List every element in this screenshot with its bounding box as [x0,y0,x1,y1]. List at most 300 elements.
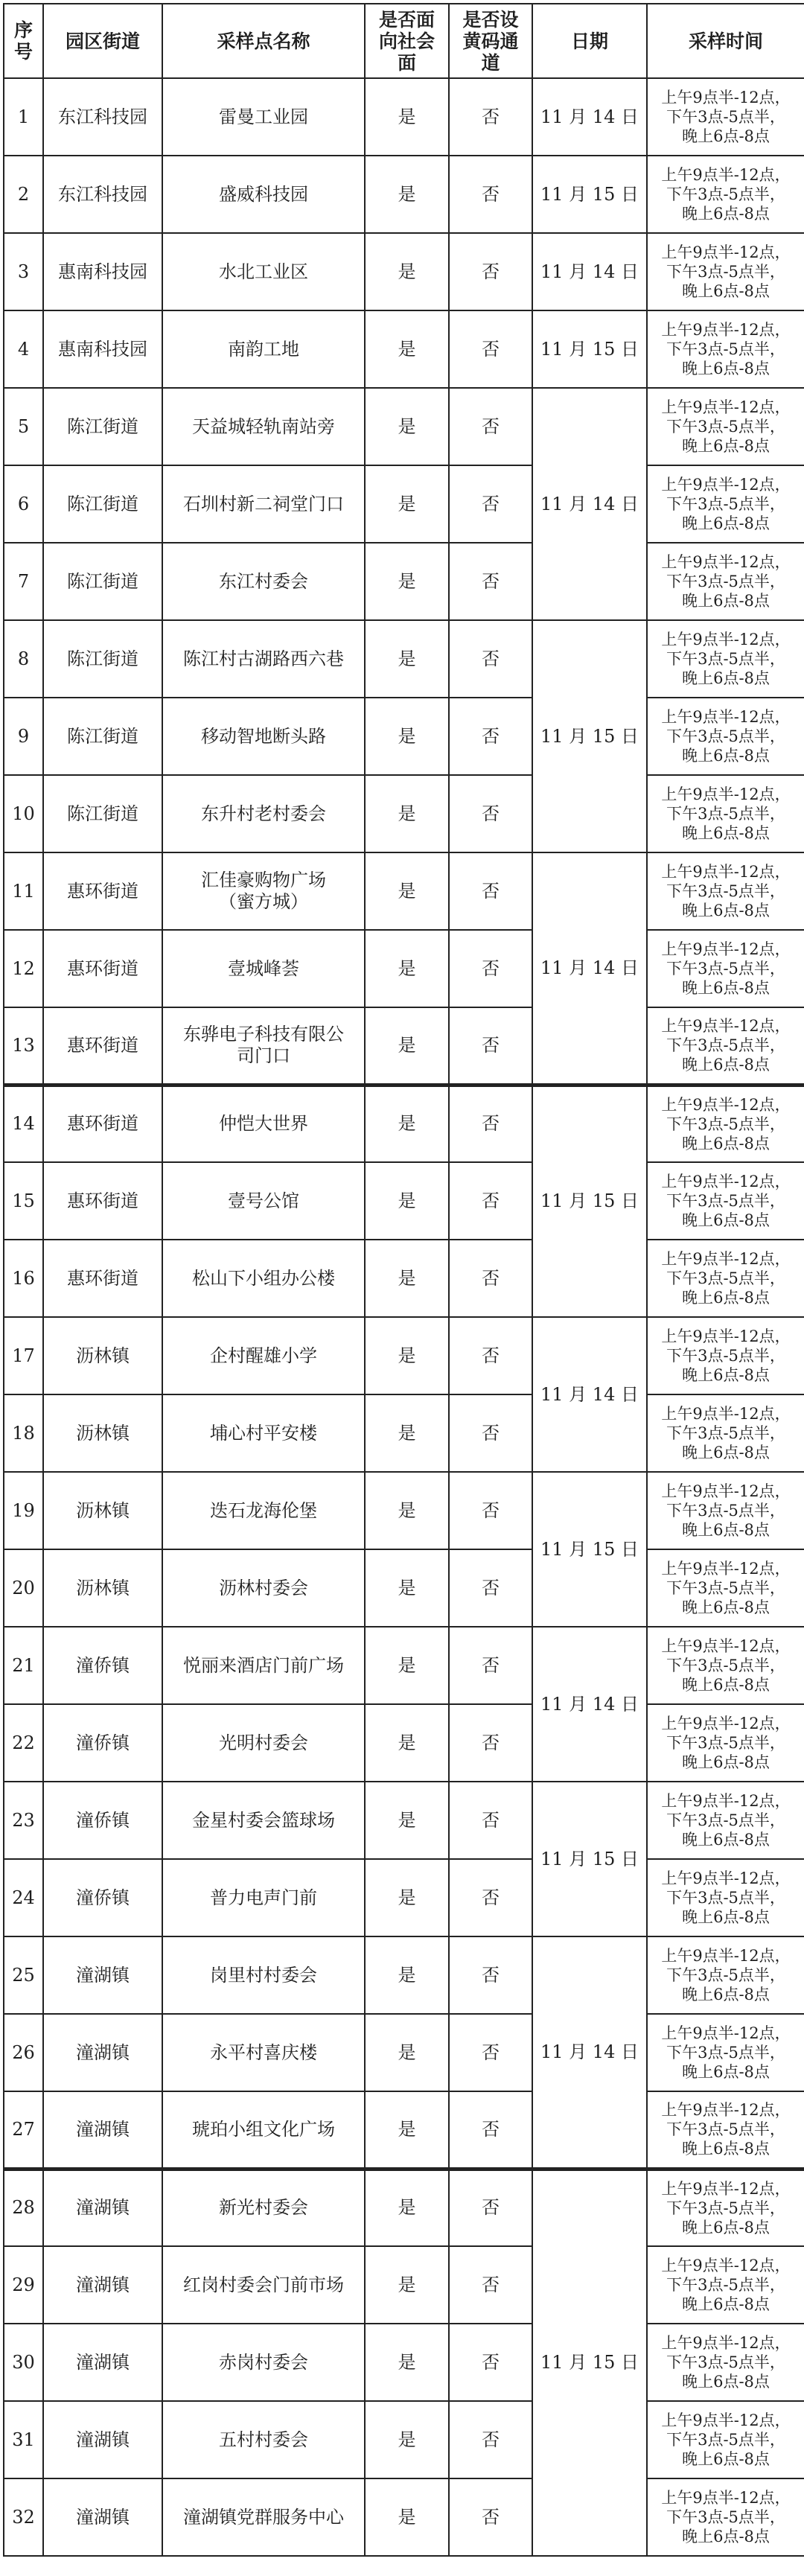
row-sampling-time [647,1162,804,1240]
sampling-time-line: 晚上6点-8点 [682,1366,770,1384]
row-sampling-time [647,775,804,852]
header-index: 序 号 [4,4,43,78]
row-open-to-public: 是 [365,1936,449,2014]
sampling-time-line: 晚上6点-8点 [682,360,770,377]
row-yellow-code-lane: 否 [449,1007,532,1085]
sampling-time-line: 下午3点-5点半， [666,1192,785,1210]
site-name-line: 岗里村村委会 [210,1964,317,1986]
site-name-line: 金星村委会篮球场 [192,1809,335,1831]
row-open-to-public: 是 [365,2014,449,2091]
site-name-line: （蜜方城） [219,891,308,912]
row-sampling-time [647,2014,804,2091]
row-open-to-public: 是 [365,543,449,620]
row-district: 惠环街道 [43,1085,162,1162]
sampling-time-line: 下午3点-5点半， [666,418,785,436]
row-sampling-time [647,388,804,465]
header-sampling-time: 采样时间 [647,4,804,78]
row-site-name [162,2478,365,2556]
row-site-name [162,2091,365,2169]
row-yellow-code-lane: 否 [449,930,532,1007]
row-yellow-code-lane: 否 [449,698,532,775]
sampling-time-line: 上午9点半-12点， [661,1560,791,1578]
row-site-name [162,2324,365,2401]
sampling-time-line: 下午3点-5点半， [666,1347,785,1365]
row-site-name [162,2401,365,2478]
row-date: 11 月 14 日 [532,78,647,156]
row-index: 20 [4,1549,43,1627]
row-district: 潼侨镇 [43,1782,162,1859]
row-open-to-public: 是 [365,1394,449,1472]
table-row [4,620,804,698]
sampling-time-line: 下午3点-5点半， [666,573,785,590]
sampling-time-line: 上午9点半-12点， [661,1637,791,1655]
row-site-name [162,310,365,388]
site-name-line: 潼湖镇党群服务中心 [183,2506,344,2528]
site-name-line: 东骅电子科技有限公 [183,1024,344,1045]
site-name-line: 移动智地断头路 [201,725,326,747]
row-district: 陈江街道 [43,543,162,620]
sampling-time-line: 晚上6点-8点 [682,902,770,919]
sampling-time-line: 下午3点-5点半， [666,1811,785,1829]
table-row [4,1472,804,1549]
table-row [4,465,804,543]
row-yellow-code-lane: 否 [449,852,532,930]
sampling-time-line: 上午9点半-12点， [661,1173,791,1190]
row-index: 2 [4,156,43,233]
row-yellow-code-lane: 否 [449,2401,532,2478]
row-yellow-code-lane: 否 [449,2324,532,2401]
row-site-name [162,1936,365,2014]
row-index: 17 [4,1317,43,1394]
row-index: 19 [4,1472,43,1549]
row-open-to-public: 是 [365,775,449,852]
table-row [4,2014,804,2091]
row-yellow-code-lane: 否 [449,1472,532,1549]
row-index: 22 [4,1704,43,1782]
row-sampling-time [647,1085,804,1162]
row-index: 21 [4,1627,43,1704]
sampling-time-line: 晚上6点-8点 [682,1521,770,1539]
row-sampling-time [647,1704,804,1782]
sampling-time-line: 晚上6点-8点 [682,2373,770,2391]
table-row [4,78,804,156]
sampling-time-line: 上午9点半-12点， [661,2489,791,2507]
row-district: 潼湖镇 [43,2401,162,2478]
sampling-time-line: 上午9点半-12点， [661,1327,791,1345]
row-yellow-code-lane: 否 [449,1162,532,1240]
site-name-line: 仲恺大世界 [219,1113,308,1135]
row-site-name [162,620,365,698]
row-index: 24 [4,1859,43,1936]
sampling-time-line: 上午9点半-12点， [661,2024,791,2042]
row-site-name [162,1782,365,1859]
site-name-line: 雷曼工业园 [219,106,308,127]
row-index: 6 [4,465,43,543]
row-sampling-time [647,1394,804,1472]
sampling-time-line: 上午9点半-12点， [661,553,791,571]
row-index: 8 [4,620,43,698]
row-site-name [162,388,365,465]
row-district: 潼湖镇 [43,2324,162,2401]
row-district: 东江科技园 [43,156,162,233]
site-name-line: 壹城峰荟 [228,957,299,979]
row-open-to-public: 是 [365,1704,449,1782]
row-district: 潼侨镇 [43,1704,162,1782]
sampling-time-line: 上午9点半-12点， [661,1095,791,1114]
sampling-time-line: 下午3点-5点半， [666,340,785,358]
row-yellow-code-lane: 否 [449,620,532,698]
table-row [4,2091,804,2169]
sampling-time-line: 下午3点-5点半， [666,1657,785,1674]
row-district: 陈江街道 [43,465,162,543]
row-yellow-code-lane: 否 [449,1085,532,1162]
row-district: 潼湖镇 [43,1936,162,2014]
row-sampling-time [647,2169,804,2246]
site-name-line: 东升村老村委会 [201,803,326,824]
row-district: 潼侨镇 [43,1627,162,1704]
table-row [4,2401,804,2478]
row-yellow-code-lane: 否 [449,543,532,620]
table-row [4,233,804,310]
row-district: 潼湖镇 [43,2478,162,2556]
row-open-to-public: 是 [365,1859,449,1936]
row-district: 东江科技园 [43,78,162,156]
row-open-to-public: 是 [365,2169,449,2246]
row-sampling-time [647,310,804,388]
sampling-time-line: 下午3点-5点半， [666,1579,785,1597]
row-index: 9 [4,698,43,775]
sampling-time-line: 下午3点-5点半， [666,1966,785,1984]
row-sampling-time [647,1782,804,1859]
row-index: 10 [4,775,43,852]
row-sampling-time [647,1007,804,1085]
row-date: 11 月 14 日 [532,852,647,1085]
row-yellow-code-lane: 否 [449,1549,532,1627]
row-district: 陈江街道 [43,620,162,698]
row-index: 11 [4,852,43,930]
sampling-time-line: 上午9点半-12点， [661,708,791,726]
row-sampling-time [647,2401,804,2478]
row-index: 7 [4,543,43,620]
row-index: 3 [4,233,43,310]
site-name-line: 光明村委会 [219,1732,308,1753]
site-name-line: 赤岗村委会 [219,2351,308,2373]
row-district: 潼湖镇 [43,2246,162,2324]
row-site-name [162,2014,365,2091]
row-district: 潼湖镇 [43,2169,162,2246]
sampling-time-line: 晚上6点-8点 [682,2063,770,2081]
site-name-line: 迭石龙海伦堡 [210,1499,317,1521]
row-open-to-public: 是 [365,310,449,388]
row-date: 11 月 15 日 [532,156,647,233]
sampling-time-line: 下午3点-5点半， [666,1734,785,1752]
row-sampling-time [647,852,804,930]
row-site-name [162,852,365,930]
table-row [4,1627,804,1704]
site-name-line: 新光村委会 [219,2197,308,2219]
sampling-time-line: 下午3点-5点半， [666,2199,785,2217]
header-site-name: 采样点名称 [162,4,365,78]
sampling-time-line: 上午9点半-12点， [661,1869,791,1887]
sampling-time-line: 下午3点-5点半， [666,882,785,900]
sampling-time-line: 晚上6点-8点 [682,437,770,455]
row-district: 沥林镇 [43,1317,162,1394]
row-site-name [162,1859,365,1936]
header-open-to-public: 是否面 向社会 面 [365,4,449,78]
row-index: 25 [4,1936,43,2014]
row-site-name [162,2169,365,2246]
sampling-sites-table [3,3,804,2557]
row-sampling-time [647,2324,804,2401]
sampling-time-line: 下午3点-5点半， [666,2508,785,2526]
row-index: 29 [4,2246,43,2324]
site-name-line: 盛威科技园 [219,183,308,205]
site-name-line: 琥珀小组文化广场 [192,2118,335,2140]
sampling-time-line: 上午9点半-12点， [661,940,791,958]
site-name-line: 壹号公馆 [228,1190,299,1211]
row-district: 惠环街道 [43,930,162,1007]
sampling-time-line: 晚上6点-8点 [682,1986,770,2003]
sampling-time-line: 上午9点半-12点， [661,2179,791,2198]
row-open-to-public: 是 [365,1472,449,1549]
row-district: 惠南科技园 [43,310,162,388]
row-open-to-public: 是 [365,620,449,698]
sampling-time-line: 下午3点-5点半， [666,1889,785,1907]
row-sampling-time [647,1859,804,1936]
row-sampling-time [647,465,804,543]
row-site-name [162,1704,365,1782]
row-yellow-code-lane: 否 [449,78,532,156]
sampling-time-line: 下午3点-5点半， [666,1036,785,1055]
sampling-time-line: 晚上6点-8点 [682,1831,770,1849]
table-row [4,2246,804,2324]
row-date: 11 月 15 日 [532,1472,647,1627]
table-row [4,1085,804,1162]
site-name-line: 南韵工地 [228,338,299,360]
row-index: 23 [4,1782,43,1859]
table-row [4,1240,804,1317]
site-name-line: 红岗村委会门前市场 [183,2274,344,2295]
row-yellow-code-lane: 否 [449,1782,532,1859]
sampling-time-line: 下午3点-5点半， [666,727,785,745]
row-open-to-public: 是 [365,78,449,156]
row-site-name [162,775,365,852]
row-district: 潼湖镇 [43,2014,162,2091]
sampling-time-line: 下午3点-5点半， [666,2276,785,2294]
table-row [4,2169,804,2246]
row-index: 4 [4,310,43,388]
row-index: 1 [4,78,43,156]
sampling-time-line: 上午9点半-12点， [661,398,791,416]
sampling-time-line: 上午9点半-12点， [661,243,791,261]
site-name-line: 陈江村古湖路西六巷 [183,648,344,669]
row-date: 11 月 15 日 [532,1782,647,1936]
row-index: 31 [4,2401,43,2478]
sampling-time-line: 上午9点半-12点， [661,785,791,803]
row-open-to-public: 是 [365,2401,449,2478]
table-row [4,775,804,852]
site-name-line: 东江村委会 [219,570,308,592]
sampling-time-line: 晚上6点-8点 [682,1908,770,1926]
row-yellow-code-lane: 否 [449,1936,532,2014]
table-row [4,1007,804,1085]
sampling-time-line: 下午3点-5点半， [666,108,785,126]
header-yellow-code-lane: 是否设 黄码通 道 [449,4,532,78]
sampling-time-line: 上午9点半-12点， [661,1715,791,1732]
table-row [4,1394,804,1472]
row-district: 惠南科技园 [43,233,162,310]
row-sampling-time [647,1936,804,2014]
sampling-time-line: 上午9点半-12点， [661,863,791,881]
table-row [4,852,804,930]
row-date: 11 月 15 日 [532,310,647,388]
row-index: 30 [4,2324,43,2401]
row-district: 陈江街道 [43,698,162,775]
row-open-to-public: 是 [365,1240,449,1317]
row-date: 11 月 14 日 [532,388,647,620]
row-yellow-code-lane: 否 [449,2246,532,2324]
table-row [4,930,804,1007]
sampling-time-line: 下午3点-5点半， [666,2353,785,2371]
row-sampling-time [647,2091,804,2169]
sampling-time-line: 下午3点-5点半， [666,2431,785,2449]
table-row [4,543,804,620]
sampling-time-line: 晚上6点-8点 [682,747,770,765]
sampling-time-line: 上午9点半-12点， [661,89,791,106]
row-site-name [162,156,365,233]
table-row [4,310,804,388]
row-yellow-code-lane: 否 [449,465,532,543]
row-site-name [162,2246,365,2324]
table-row [4,1162,804,1240]
row-district: 惠环街道 [43,852,162,930]
row-district: 惠环街道 [43,1162,162,1240]
row-date: 11 月 14 日 [532,1317,647,1472]
row-yellow-code-lane: 否 [449,310,532,388]
row-site-name [162,698,365,775]
row-district: 沥林镇 [43,1472,162,1549]
row-sampling-time [647,620,804,698]
sampling-time-line: 晚上6点-8点 [682,2528,770,2545]
site-name-line: 悦丽来酒店门前广场 [183,1654,344,1676]
table-row [4,1549,804,1627]
sampling-time-line: 晚上6点-8点 [682,1598,770,1616]
row-sampling-time [647,1549,804,1627]
row-open-to-public: 是 [365,2478,449,2556]
sampling-time-line: 晚上6点-8点 [682,514,770,532]
row-open-to-public: 是 [365,1782,449,1859]
row-sampling-time [647,1240,804,1317]
row-open-to-public: 是 [365,1549,449,1627]
sampling-time-line: 晚上6点-8点 [682,824,770,842]
row-index: 18 [4,1394,43,1472]
row-site-name [162,233,365,310]
row-open-to-public: 是 [365,2324,449,2401]
row-yellow-code-lane: 否 [449,156,532,233]
row-district: 陈江街道 [43,388,162,465]
sampling-time-line: 上午9点半-12点， [661,2257,791,2274]
row-site-name [162,543,365,620]
row-sampling-time [647,2478,804,2556]
row-index: 26 [4,2014,43,2091]
row-yellow-code-lane: 否 [449,1859,532,1936]
row-date: 11 月 14 日 [532,1627,647,1782]
row-open-to-public: 是 [365,930,449,1007]
sampling-time-line: 上午9点半-12点， [661,631,791,648]
row-index: 12 [4,930,43,1007]
row-site-name [162,465,365,543]
header-district: 园区街道 [43,4,162,78]
row-index: 28 [4,2169,43,2246]
row-date: 11 月 15 日 [532,2169,647,2556]
row-sampling-time [647,930,804,1007]
row-district: 潼湖镇 [43,2091,162,2169]
header-row [4,4,804,78]
row-district: 惠环街道 [43,1240,162,1317]
row-site-name [162,1394,365,1472]
site-name-line: 永平村喜庆楼 [210,2041,317,2063]
sampling-time-line: 上午9点半-12点， [661,321,791,339]
sampling-time-line: 晚上6点-8点 [682,127,770,145]
row-sampling-time [647,156,804,233]
sampling-time-line: 下午3点-5点半， [666,650,785,668]
sampling-time-line: 下午3点-5点半， [666,805,785,823]
row-site-name [162,1085,365,1162]
sampling-time-line: 上午9点半-12点， [661,476,791,494]
row-index: 16 [4,1240,43,1317]
row-index: 14 [4,1085,43,1162]
row-yellow-code-lane: 否 [449,2091,532,2169]
row-open-to-public: 是 [365,698,449,775]
row-open-to-public: 是 [365,1162,449,1240]
row-index: 15 [4,1162,43,1240]
row-open-to-public: 是 [365,465,449,543]
row-sampling-time [647,78,804,156]
sampling-schedule [3,3,804,2557]
row-open-to-public: 是 [365,852,449,930]
row-yellow-code-lane: 否 [449,1627,532,1704]
sampling-time-line: 晚上6点-8点 [682,205,770,223]
sampling-time-line: 晚上6点-8点 [682,2218,770,2237]
row-sampling-time [647,2246,804,2324]
row-open-to-public: 是 [365,2091,449,2169]
row-site-name [162,1549,365,1627]
sampling-time-line: 上午9点半-12点， [661,2411,791,2429]
row-site-name [162,1627,365,1704]
table-row [4,1317,804,1394]
row-site-name [162,930,365,1007]
sampling-time-line: 下午3点-5点半， [666,2044,785,2062]
site-name-line: 普力电声门前 [210,1887,317,1908]
sampling-time-line: 上午9点半-12点， [661,1482,791,1500]
site-name-line: 五村村委会 [219,2429,308,2450]
row-index: 32 [4,2478,43,2556]
site-name-line: 埔心村平安楼 [210,1422,317,1444]
row-sampling-time [647,233,804,310]
row-yellow-code-lane: 否 [449,1317,532,1394]
sampling-time-line: 晚上6点-8点 [682,592,770,610]
sampling-time-line: 晚上6点-8点 [682,1056,770,1074]
row-yellow-code-lane: 否 [449,1394,532,1472]
row-open-to-public: 是 [365,1317,449,1394]
site-name-line: 司门口 [237,1045,290,1067]
sampling-time-line: 晚上6点-8点 [682,282,770,300]
sampling-time-line: 下午3点-5点半， [666,1269,785,1287]
sampling-time-line: 下午3点-5点半， [666,1115,785,1133]
row-open-to-public: 是 [365,2246,449,2324]
sampling-time-line: 下午3点-5点半， [666,263,785,281]
sampling-time-line: 上午9点半-12点， [661,1947,791,1965]
